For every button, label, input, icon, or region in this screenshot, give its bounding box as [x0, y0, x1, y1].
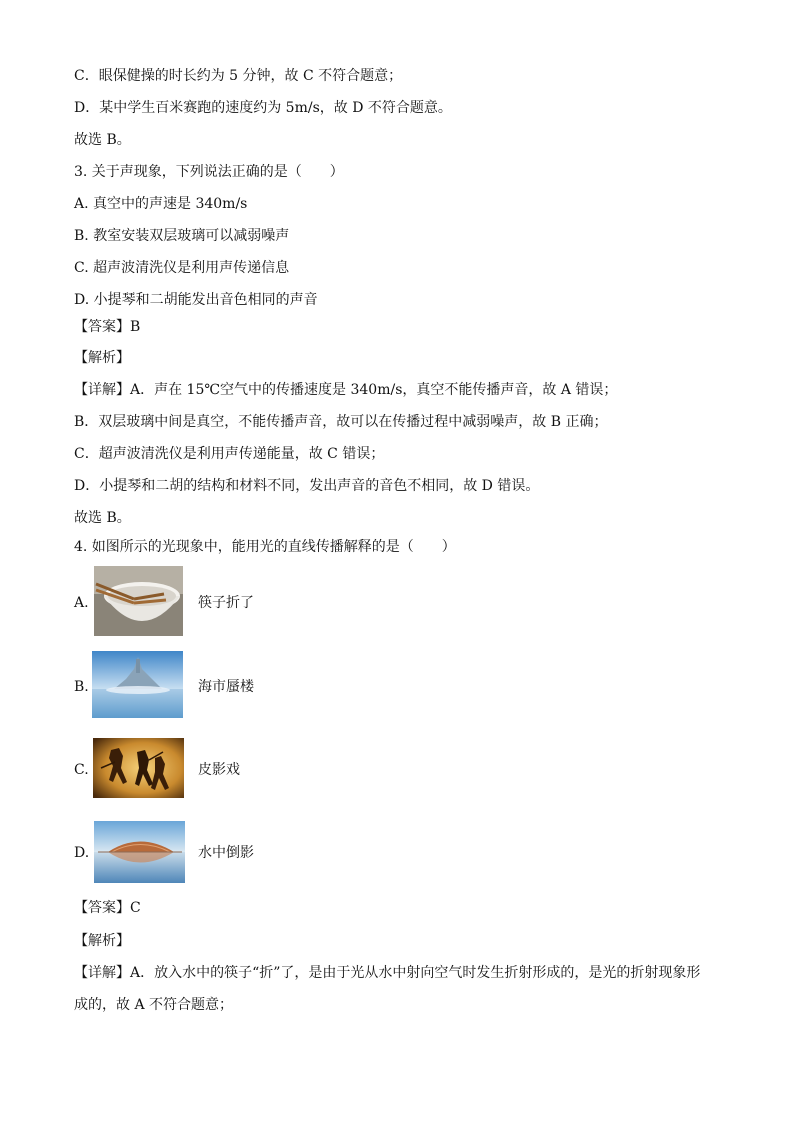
q4-option-a-caption: 筷子折了 [198, 595, 254, 611]
q3-analysis-heading: 【解析】 [74, 350, 130, 366]
q4-option-b-caption: 海市蜃楼 [198, 679, 254, 695]
q4-option-d-letter: D. [74, 845, 90, 861]
q4-option-d-caption: 水中倒影 [198, 845, 254, 861]
q3-option-a: A. 真空中的声速是 340m/s [74, 196, 248, 212]
q3-detail-b: B．双层玻璃中间是真空，不能传播声音，故可以在传播过程中减弱噪声，故 B 正确； [74, 414, 608, 430]
q3-stem: 3. 关于声现象，下列说法正确的是（ ） [74, 164, 344, 180]
q3-answer: 【答案】B [74, 319, 141, 335]
q4-answer: 【答案】C [74, 900, 141, 916]
q3-detail-a: 【详解】A．声在 15℃空气中的传播速度是 340m/s，真空不能传播声音，故 A 错误； [74, 382, 618, 398]
q4-option-b-letter: B. [74, 679, 89, 695]
q4-stem: 4. 如图所示的光现象中，能用光的直线传播解释的是（ ） [74, 539, 456, 555]
q2-final-choice: 故选 B。 [74, 132, 131, 148]
q4-option-c-caption: 皮影戏 [198, 762, 240, 778]
q3-option-b: B. 教室安装双层玻璃可以减弱噪声 [74, 228, 290, 244]
q2-option-c-explanation: C．眼保健操的时长约为 5 分钟，故 C 不符合题意； [74, 68, 403, 84]
q3-final-choice: 故选 B。 [74, 510, 131, 526]
q4-option-a-letter: A. [74, 595, 89, 611]
q4-analysis-heading: 【解析】 [74, 933, 130, 949]
chopsticks-bowl-photo [94, 566, 183, 636]
q4-detail-a: 【详解】A．放入水中的筷子“折”了，是由于光从水中射向空气时发生折射形成的，是光的折射现象形成的，故 A 不符合题意； [74, 965, 701, 1013]
q3-option-d: D. 小提琴和二胡能发出音色相同的声音 [74, 292, 318, 308]
q3-option-c: C. 超声波清洗仪是利用声传递信息 [74, 260, 290, 276]
mirage-photo [92, 651, 183, 718]
q3-detail-c: C．超声波清洗仪是利用声传递能量，故 C 错误； [74, 446, 385, 462]
q2-option-d-explanation: D．某中学生百米赛跑的速度约为 5m/s，故 D 不符合题意。 [74, 100, 452, 116]
q4-option-c-letter: C. [74, 762, 89, 778]
q3-detail-d: D．小提琴和二胡的结构和材料不同，发出声音的音色不相同，故 D 错误。 [74, 478, 540, 494]
reflection-photo [94, 821, 185, 883]
shadow-puppet-photo [93, 738, 184, 798]
